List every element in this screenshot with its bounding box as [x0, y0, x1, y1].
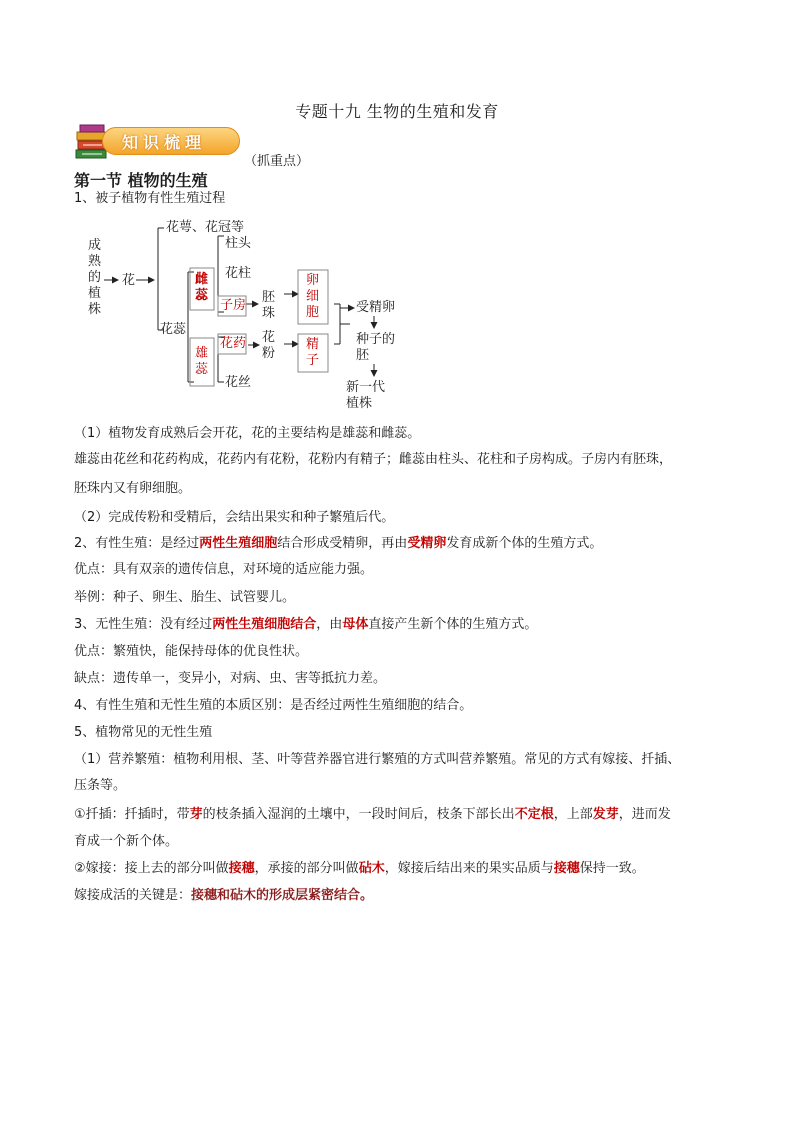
line-text: 胚珠内又有卵细胞。 — [74, 481, 192, 496]
text-line — [74, 535, 726, 553]
label-new-plant: 新一代植株 — [346, 380, 386, 411]
line-text: 2、有性生殖：是经过 — [74, 536, 200, 551]
line-text: 发育成新个体的生殖方式。 — [446, 536, 603, 551]
line-text: ，进而发 — [618, 807, 671, 822]
label-sperm: 精子 — [306, 337, 320, 368]
line-text: 直接产生新个体的生殖方式。 — [368, 617, 538, 632]
highlight-text: 不定根 — [514, 807, 554, 822]
line-text: 嫁接成活的关键是： — [74, 888, 192, 903]
text-line — [74, 697, 726, 715]
line-text: 雄蕊由花丝和花药构成，花药内有花粉，花粉内有精子；雌蕊由柱头、花柱和子房构成。子房内有胚珠， — [74, 452, 673, 467]
text-line — [74, 425, 726, 443]
line-text: ①扦插：扦插时，带 — [74, 807, 190, 822]
highlight-text: 接穗 — [228, 861, 255, 876]
label-zygote: 受精卵 — [356, 300, 396, 315]
text-line — [74, 643, 726, 661]
section-title: 第一节 植物的生殖 — [74, 171, 208, 190]
line-text: ，承接的部分叫做 — [254, 861, 359, 876]
highlight-text: 发芽 — [592, 807, 619, 822]
highlight-text: 接穗 — [553, 861, 580, 876]
highlight-text: 砧木 — [358, 861, 385, 876]
text-line — [74, 589, 726, 607]
line-text: ，上部 — [553, 807, 593, 822]
highlight-text: 两性生殖细胞结合 — [212, 617, 317, 632]
line-text: 压条等。 — [74, 778, 127, 793]
line-text: ②嫁接：接上去的部分叫做 — [74, 861, 229, 876]
reproduction-diagram — [78, 212, 458, 422]
line-text: 优点：具有双亲的遗传信息，对环境的适应能力强。 — [74, 562, 374, 577]
label-ovary: 子房 — [220, 298, 247, 313]
text-line — [74, 860, 726, 878]
text-line — [74, 480, 726, 498]
label-calyx-corolla: 花萼、花冠等 — [166, 220, 245, 235]
line-text: 5、植物常见的无性生殖 — [74, 725, 213, 740]
text-line — [74, 833, 726, 851]
label-flower: 花 — [122, 273, 136, 288]
page-title: 专题十九 生物的生殖和发育 — [295, 102, 499, 121]
line-text: 优点：繁殖快，能保持母体的优良性状。 — [74, 644, 309, 659]
line-text: 育成一个新个体。 — [74, 834, 179, 849]
badge-label: 知识梳理 — [122, 133, 207, 152]
highlight-text: 两性生殖细胞 — [199, 536, 278, 551]
line-text: 的枝条插入湿润的土壤中，一段时间后，枝条下部长出 — [202, 807, 515, 822]
line-text: ，嫁接后结出来的果实品质与 — [384, 861, 554, 876]
label-stigma: 柱头 — [225, 236, 252, 251]
label-style: 花柱 — [225, 266, 252, 281]
line-text: （2）完成传粉和受精后，会结出果实和种子繁殖后代。 — [74, 510, 395, 525]
label-stamen-pistil: 花蕊 — [160, 322, 187, 337]
label-egg: 卵细胞 — [306, 273, 320, 320]
text-line — [74, 451, 726, 469]
text-line — [74, 670, 726, 688]
text-line — [74, 561, 726, 579]
line-text: 4、有性生殖和无性生殖的本质区别：是否经过两性生殖细胞的结合。 — [74, 698, 473, 713]
line-text: 举例：种子、卵生、胎生、试管婴儿。 — [74, 590, 296, 605]
highlight-text: 母体 — [342, 617, 369, 632]
line-text: 缺点：遗传单一，变异小，对病、虫、害等抵抗力差。 — [74, 671, 387, 686]
text-line — [74, 751, 726, 769]
text-line — [74, 616, 726, 634]
line-text: 保持一致。 — [579, 861, 645, 876]
label-embryo: 种子的胚 — [356, 332, 396, 363]
label-filament: 花丝 — [225, 375, 252, 390]
line-text: ，由 — [316, 617, 343, 632]
label-pollen: 花粉 — [262, 330, 276, 361]
line-text: 结合形成受精卵，再由 — [277, 536, 408, 551]
line-text: （1）植物发育成熟后会开花，花的主要结构是雄蕊和雌蕊。 — [74, 426, 421, 441]
diagram-caption: 1、被子植物有性生殖过程 — [74, 191, 226, 206]
highlight-text: 接穗和砧木的形成层紧密结合。 — [191, 888, 374, 903]
knowledge-badge — [74, 122, 240, 162]
label-pistil: 雌蕊 — [195, 272, 209, 303]
line-text: （1）营养繁殖：植物利用根、茎、叶等营养器官进行繁殖的方式叫营养繁殖。常见的方式有嫁接、扦插、 — [74, 752, 681, 767]
text-line — [74, 724, 726, 742]
badge-subnote: （抓重点） — [244, 154, 310, 169]
label-ovule: 胚珠 — [262, 290, 276, 321]
highlight-text: 芽 — [189, 807, 203, 822]
label-mature-plant: 成熟的植株 — [88, 238, 102, 317]
highlight-text: 受精卵 — [407, 536, 447, 551]
text-line — [74, 777, 726, 795]
text-line — [74, 887, 726, 905]
label-anther: 花药 — [220, 336, 247, 351]
line-text: 3、无性生殖：没有经过 — [74, 617, 213, 632]
text-line — [74, 509, 726, 527]
text-line — [74, 806, 726, 824]
label-stamen: 雄蕊 — [195, 346, 209, 377]
